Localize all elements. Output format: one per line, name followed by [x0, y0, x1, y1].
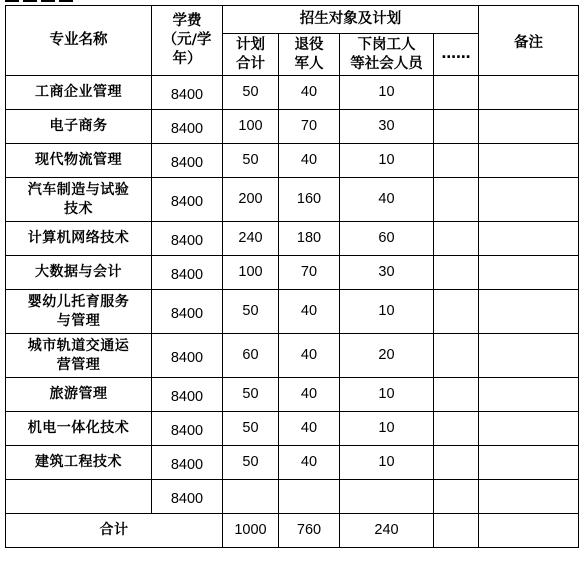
ellipsis-cell	[434, 446, 479, 480]
remarks-cell	[479, 290, 579, 334]
major-name-cell	[6, 378, 152, 412]
major-name-line1: 建筑工程技术	[35, 454, 122, 470]
major-name-cell	[6, 256, 152, 290]
total-row	[6, 514, 579, 548]
laid-off-cell: 10	[340, 290, 434, 334]
tuition-header-line1: 学费	[172, 13, 202, 29]
ellipsis-cell	[434, 178, 479, 222]
veterans-header	[279, 34, 340, 76]
veterans-cell: 180	[279, 222, 340, 256]
laid-off-cell	[340, 480, 434, 514]
enrollment-group-header-text: 招生对象及计划	[299, 11, 402, 27]
major-name-line1: 电子商务	[49, 118, 108, 134]
veterans-cell: 70	[279, 256, 340, 290]
table-row	[6, 144, 579, 178]
plan-total-cell	[223, 480, 279, 514]
major-name-header-text: 专业名称	[49, 32, 108, 48]
laid-off-cell: 60	[340, 222, 434, 256]
enrollment-group-header	[223, 6, 479, 34]
plan-total-header-line1: 计划	[236, 36, 265, 53]
laid-off-cell: 10	[340, 76, 434, 110]
laid-off-cell: 30	[340, 256, 434, 290]
plan-total-cell: 50	[223, 290, 279, 334]
remarks-header-text: 备注	[514, 35, 543, 51]
tuition-header	[152, 6, 223, 76]
remarks-cell	[479, 334, 579, 378]
table-row	[6, 446, 579, 480]
tuition-cell: 8400	[152, 222, 223, 256]
veterans-header-line1: 退役	[294, 36, 324, 53]
table-row	[6, 110, 579, 144]
ellipsis-cell	[434, 290, 479, 334]
remarks-cell	[479, 76, 579, 110]
major-name-cell	[6, 412, 152, 446]
ellipsis-cell	[434, 110, 479, 144]
veterans-cell: 40	[279, 412, 340, 446]
veterans-cell: 160	[279, 178, 340, 222]
tuition-cell: 8400	[152, 446, 223, 480]
plan-total-header	[223, 34, 279, 76]
major-name-line2: 与管理	[56, 312, 101, 329]
laid-off-header	[340, 34, 434, 76]
plan-total-cell: 240	[223, 222, 279, 256]
table-row	[6, 378, 579, 412]
major-name-cell	[6, 76, 152, 110]
table-row	[6, 76, 579, 110]
veterans-cell: 40	[279, 334, 340, 378]
tuition-cell: 8400	[152, 334, 223, 378]
ellipsis-cell	[434, 378, 479, 412]
major-name-line1: 大数据与会计	[35, 264, 122, 280]
laid-off-header-line2: 等社会人员	[350, 55, 423, 72]
major-name-cell	[6, 480, 152, 514]
ellipsis-cell	[434, 334, 479, 378]
plan-total-cell: 50	[223, 378, 279, 412]
veterans-cell: 40	[279, 290, 340, 334]
ellipsis-cell	[434, 222, 479, 256]
total-veterans-cell: 760	[279, 514, 340, 548]
major-name-line1: 汽车制造与试验	[27, 181, 130, 198]
veterans-cell	[279, 480, 340, 514]
table-row	[6, 412, 579, 446]
tuition-cell: 8400	[152, 110, 223, 144]
major-name-line1: 工商企业管理	[35, 84, 122, 100]
table-row	[6, 334, 579, 378]
remarks-cell	[479, 110, 579, 144]
table-row	[6, 222, 579, 256]
remarks-header	[479, 6, 579, 76]
plan-total-cell: 60	[223, 334, 279, 378]
ellipsis-header-text: ……	[441, 46, 471, 62]
laid-off-cell: 10	[340, 378, 434, 412]
remarks-cell	[479, 378, 579, 412]
remarks-cell	[479, 144, 579, 178]
major-name-cell	[6, 290, 152, 334]
remarks-cell	[479, 480, 579, 514]
ellipsis-cell	[434, 412, 479, 446]
veterans-cell: 70	[279, 110, 340, 144]
ellipsis-cell	[434, 256, 479, 290]
veterans-cell: 40	[279, 76, 340, 110]
plan-total-cell: 50	[223, 446, 279, 480]
major-name-cell	[6, 178, 152, 222]
major-name-line1: 旅游管理	[49, 386, 108, 402]
tuition-header-line3: 年）	[172, 51, 202, 67]
tuition-cell: 8400	[152, 256, 223, 290]
header-row-1	[6, 6, 579, 34]
major-name-header	[6, 6, 152, 76]
plan-total-cell: 50	[223, 76, 279, 110]
table-row	[6, 256, 579, 290]
major-name-line1: 城市轨道交通运	[27, 337, 130, 354]
tuition-cell: 8400	[152, 76, 223, 110]
table-row	[6, 178, 579, 222]
total-remarks-cell	[479, 514, 579, 548]
laid-off-header-line1: 下岗工人	[357, 36, 416, 53]
ellipsis-cell	[434, 76, 479, 110]
table-row	[6, 290, 579, 334]
total-label: 合计	[6, 514, 223, 548]
major-name-cell	[6, 446, 152, 480]
veterans-cell: 40	[279, 144, 340, 178]
major-name-line1: 计算机网络技术	[27, 230, 130, 246]
plan-total-cell: 200	[223, 178, 279, 222]
plan-total-cell: 100	[223, 256, 279, 290]
major-name-line2: 营管理	[56, 356, 101, 373]
veterans-header-line2: 军人	[294, 55, 324, 72]
tuition-header-line2: （元/学	[162, 32, 212, 48]
laid-off-cell: 10	[340, 412, 434, 446]
ellipsis-header	[434, 34, 479, 76]
laid-off-cell: 40	[340, 178, 434, 222]
remarks-cell	[479, 412, 579, 446]
laid-off-cell: 30	[340, 110, 434, 144]
plan-total-cell: 50	[223, 144, 279, 178]
tuition-cell: 8400	[152, 178, 223, 222]
laid-off-cell: 10	[340, 446, 434, 480]
laid-off-cell: 10	[340, 144, 434, 178]
tuition-cell: 8400	[152, 412, 223, 446]
enrollment-plan-table	[5, 5, 579, 548]
laid-off-cell: 20	[340, 334, 434, 378]
major-name-cell	[6, 222, 152, 256]
plan-total-cell: 100	[223, 110, 279, 144]
ellipsis-cell	[434, 480, 479, 514]
ellipsis-cell	[434, 144, 479, 178]
total-ellipsis-cell	[434, 514, 479, 548]
tuition-cell: 8400	[152, 378, 223, 412]
major-name-cell	[6, 144, 152, 178]
major-name-cell	[6, 334, 152, 378]
veterans-cell: 40	[279, 446, 340, 480]
remarks-cell	[479, 256, 579, 290]
major-name-line1: 机电一体化技术	[27, 420, 130, 436]
tuition-cell: 8400	[152, 290, 223, 334]
plan-total-header-line2: 合计	[236, 55, 265, 72]
plan-total-cell: 50	[223, 412, 279, 446]
tuition-cell: 8400	[152, 480, 223, 514]
table-row	[6, 480, 579, 514]
total-laid-off-cell: 240	[340, 514, 434, 548]
major-name-line2: 技术	[64, 200, 93, 217]
total-plan-cell: 1000	[223, 514, 279, 548]
major-name-cell	[6, 110, 152, 144]
veterans-cell: 40	[279, 378, 340, 412]
major-name-line1: 现代物流管理	[35, 152, 122, 168]
remarks-cell	[479, 222, 579, 256]
remarks-cell	[479, 446, 579, 480]
remarks-cell	[479, 178, 579, 222]
major-name-line1: 婴幼儿托育服务	[27, 293, 130, 310]
tuition-cell: 8400	[152, 144, 223, 178]
